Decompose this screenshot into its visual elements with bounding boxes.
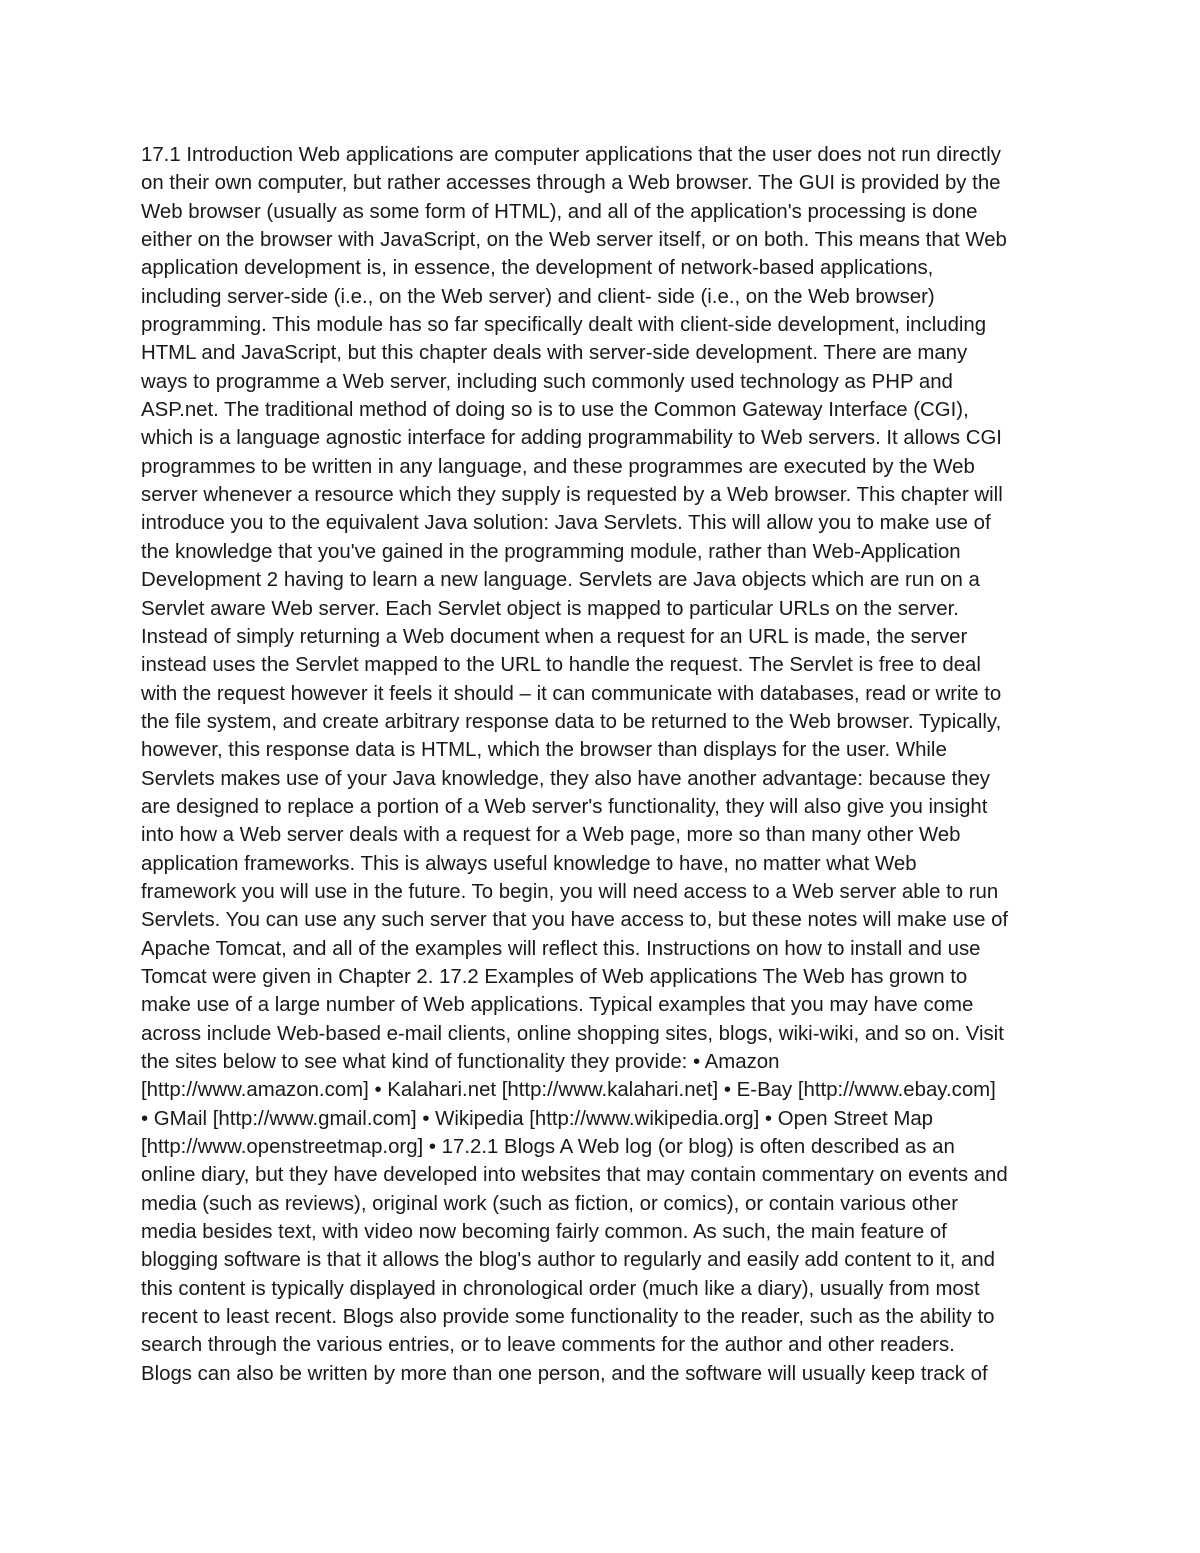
text-line: media besides text, with video now becoming fairly common. As such, the main feature of <box>141 1221 947 1244</box>
text-line: which is a language agnostic interface for adding programmability to Web servers. It allows CGI <box>141 427 1002 450</box>
text-line: online diary, but they have developed into websites that may contain commentary on events and <box>141 1164 1008 1187</box>
text-line: across include Web-based e-mail clients, online shopping sites, blogs, wiki-wiki, and so on. Visit <box>141 1022 1004 1045</box>
text-line: Instead of simply returning a Web document when a request for an URL is made, the server <box>141 625 968 648</box>
text-line: the knowledge that you've gained in the programming module, rather than Web-Application <box>141 540 961 563</box>
text-line: media (such as reviews), original work (such as fiction, or comics), or contain various other <box>141 1192 959 1215</box>
text-line: recent to least recent. Blogs also provide some functionality to the reader, such as the ability to <box>141 1306 995 1329</box>
text-line: Servlets. You can use any such server that you have access to, but these notes will make use of <box>141 909 1009 932</box>
text-line: ways to programme a Web server, including such commonly used technology as PHP and <box>141 370 953 393</box>
text-line: [http://www.openstreetmap.org] • 17.2.1 Blogs A Web log (or blog) is often described as an <box>141 1136 955 1159</box>
text-line: blogging software is that it allows the blog's author to regularly and easily add content to it, and <box>141 1249 996 1272</box>
text-line: instead uses the Servlet mapped to the URL to handle the request. The Servlet is free to deal <box>141 654 981 677</box>
text-line: application development is, in essence, the development of network-based applications, <box>141 257 934 280</box>
text-line: search through the various entries, or to leave comments for the author and other readers. <box>141 1334 955 1357</box>
text-line: introduce you to the equivalent Java solution: Java Servlets. This will allow you to make use of <box>141 512 991 535</box>
body-text <box>141 141 1071 1388</box>
text-line: programming. This module has so far specifically dealt with client-side development, including <box>141 314 987 337</box>
text-line: are designed to replace a portion of a Web server's functionality, they will also give you insight <box>141 795 988 818</box>
text-line: into how a Web server deals with a request for a Web page, more so than many other Web <box>141 824 961 847</box>
text-line: server whenever a resource which they supply is requested by a Web browser. This chapter will <box>141 484 1003 507</box>
text-line: make use of a large number of Web applications. Typical examples that you may have come <box>141 994 974 1017</box>
text-line: with the request however it feels it should – it can communicate with databases, read or write to <box>141 682 1002 705</box>
text-line: Servlet aware Web server. Each Servlet object is mapped to particular URLs on the server. <box>141 597 959 620</box>
text-line: on their own computer, but rather accesses through a Web browser. The GUI is provided by the <box>141 172 1001 195</box>
text-line: Tomcat were given in Chapter 2. 17.2 Examples of Web applications The Web has grown to <box>141 965 968 988</box>
text-line: however, this response data is HTML, which the browser than displays for the user. While <box>141 739 947 762</box>
text-line: HTML and JavaScript, but this chapter deals with server-side development. There are many <box>141 342 968 365</box>
text-line: either on the browser with JavaScript, on the Web server itself, or on both. This means that Web <box>141 229 1007 252</box>
text-line: Development 2 having to learn a new language. Servlets are Java objects which are run on a <box>141 569 980 592</box>
text-line: including server-side (i.e., on the Web server) and client- side (i.e., on the Web browser) <box>141 285 935 308</box>
text-line: the sites below to see what kind of functionality they provide: • Amazon <box>141 1051 780 1073</box>
text-line: 17.1 Introduction Web applications are computer applications that the user does not run directly <box>141 144 1001 166</box>
text-line: ASP.net. The traditional method of doing so is to use the Common Gateway Interface (CGI), <box>141 399 969 422</box>
text-line: application frameworks. This is always useful knowledge to have, no matter what Web <box>141 852 917 875</box>
text-line: Web browser (usually as some form of HTML), and all of the application's processing is done <box>141 200 978 223</box>
text-line: this content is typically displayed in chronological order (much like a diary), usually from most <box>141 1277 980 1300</box>
text-line: [http://www.amazon.com] • Kalahari.net [http://www.kalahari.net] • E-Bay [http://www.ebay.com] <box>141 1079 996 1102</box>
text-line: Blogs can also be written by more than one person, and the software will usually keep track of <box>141 1362 988 1385</box>
text-line: • GMail [http://www.gmail.com] • Wikipedia [http://www.wikipedia.org] • Open Street Map <box>141 1107 934 1130</box>
text-line: programmes to be written in any language, and these programmes are executed by the Web <box>141 455 975 478</box>
text-line: Apache Tomcat, and all of the examples will reflect this. Instructions on how to install and use <box>141 937 981 960</box>
text-line: Servlets makes use of your Java knowledge, they also have another advantage: because they <box>141 767 990 790</box>
text-line: the file system, and create arbitrary response data to be returned to the Web browser. Typically, <box>141 710 1002 733</box>
text-line: framework you will use in the future. To begin, you will need access to a Web server able to run <box>141 880 999 903</box>
